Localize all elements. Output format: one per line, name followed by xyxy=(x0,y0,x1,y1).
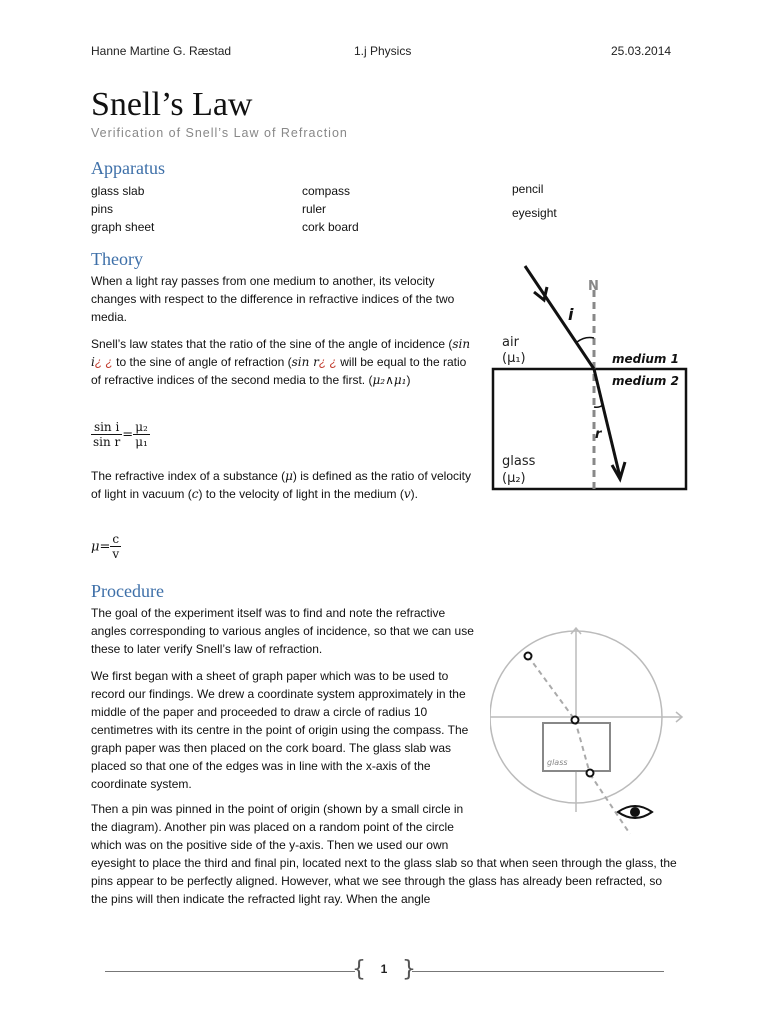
glass-label: glass xyxy=(502,454,536,469)
medium-2-label: medium 2 xyxy=(612,374,679,388)
theory-paragraph-2: Snell’s law states that the ratio of the sine of the angle of incidence (sin i¿ ¿ to the sine of angle of refraction (sin r¿ ¿ will be equal to the ratio of refractive indices of the second media to the first. (μ₂∧μ₁) xyxy=(91,337,471,387)
apparatus-item: cork board xyxy=(302,220,359,234)
experiment-setup-diagram xyxy=(490,622,690,852)
incidence-angle-arc xyxy=(577,338,594,343)
pin-on-circle xyxy=(525,653,532,660)
normal-label: N xyxy=(588,279,599,294)
page-subtitle: Verification of Snell’s Law of Refraction xyxy=(91,126,348,140)
medium-1-label: medium 1 xyxy=(612,352,679,366)
glass-index-label: (μ₂) xyxy=(502,471,526,486)
apparatus-item: pencil xyxy=(512,182,544,196)
footer-page-box: { } xyxy=(352,957,416,982)
apparatus-column-2 xyxy=(302,182,359,236)
theory-paragraph-3: The refractive index of a substance (μ) is defined as the ratio of velocity of light in vacuum (c) to the velocity of light in the medium (v). xyxy=(91,469,472,501)
eye-icon xyxy=(618,806,652,818)
header-class: 1.j Physics xyxy=(354,44,412,58)
apparatus-item: graph sheet xyxy=(91,220,155,234)
footer-rule-right xyxy=(412,971,664,972)
procedure-paragraph-3: Then a pin was pinned in the point of origin (shown by a small circle in the diagram). Another pin was placed on a random point of the circle which was on the positive side of the y-axis. Then we used our own eyesight to place the third and final pin, located next to the glass slab so that when seen through the glass, the pins appear to be perfectly aligned. However, what we see through the glass has already been refracted, so the pins will then indicate the refracted light ray. When the angle xyxy=(91,802,677,906)
apparatus-column-1 xyxy=(91,182,154,236)
procedure-heading: Procedure xyxy=(91,581,164,601)
header-author: Hanne Martine G. Ræstad xyxy=(91,44,232,58)
theory-paragraph-1: When a light ray passes from one medium to another, its velocity changes with respect to the difference in refractive indices of the two media. xyxy=(91,274,455,324)
refractive-index-equation: μ= $\frac{c}{v}$ xyxy=(91,532,120,561)
footer-rule-left xyxy=(105,971,355,972)
incident-ray-path xyxy=(528,656,575,720)
air-index-label: (μ₁) xyxy=(502,351,526,366)
refraction-angle-label: r xyxy=(595,427,602,442)
header-date: 25.03.2014 xyxy=(611,44,672,58)
apparatus-heading: Apparatus xyxy=(91,158,165,178)
apparatus-column-3 xyxy=(512,182,557,220)
snells-law-equation: $\frac{\text{sin i}}{\text{sin r}}$ = $\frac{\text{μ₂}}{\text{μ₁}}$ xyxy=(93,420,148,449)
apparatus-item: eyesight xyxy=(512,206,557,220)
glass-slab-label: glass xyxy=(547,758,568,767)
page-number: 1 xyxy=(380,962,388,976)
incidence-angle-label: i xyxy=(568,305,574,324)
theory-heading: Theory xyxy=(91,249,143,269)
apparatus-item: glass slab xyxy=(91,184,145,198)
incident-ray xyxy=(525,266,594,369)
refraction-diagram xyxy=(488,262,696,498)
procedure-paragraph-2: We first began with a sheet of graph paper which was to be used to record our findings. We drew a coordinate system approximately in the middle of the paper and proceeded to draw a circle of radius 10 centimetres with its centre in the point of origin using the compass. The graph paper was then placed on the cork board. The glass slab was placed so that one of the edges was in line with the x-axis of the coordinate system. xyxy=(91,669,469,791)
apparatus-item: compass xyxy=(302,184,351,198)
apparatus-item: ruler xyxy=(302,202,327,216)
apparatus-item: pins xyxy=(91,202,114,216)
sight-line xyxy=(590,774,630,834)
page-title: Snell’s Law xyxy=(91,86,253,123)
third-pin xyxy=(587,770,594,777)
air-label: air xyxy=(502,335,519,350)
procedure-paragraph-1: The goal of the experiment itself was to find and note the refractive angles corresponding to various angles of incidence, so that we can use these to later verify Snell’s law of refraction. xyxy=(91,606,474,656)
pin-at-origin xyxy=(572,717,579,724)
